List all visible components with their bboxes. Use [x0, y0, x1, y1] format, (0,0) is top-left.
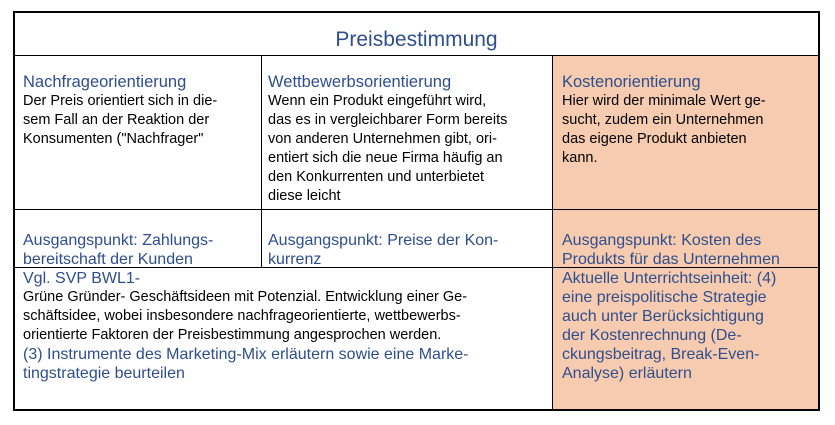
cost-starting-point-cell — [558, 231, 818, 267]
demand-starting-point-cell — [19, 231, 261, 267]
current-unit-line: Aktuelle Unterrichtseinheit: (4) — [562, 270, 777, 287]
table-top-border — [13, 11, 820, 13]
demand-text-line: sem Fall an der Reaktion der — [23, 112, 210, 128]
curriculum-text-line: orientierte Faktoren der Preisbestimmung angesprochen werden. — [23, 327, 442, 343]
competition-orientation-cell — [264, 73, 552, 208]
cost-text-line: Hier wird der minimale Wert ge- — [562, 93, 766, 109]
demand-text-line: Der Preis orientiert sich in die- — [23, 93, 218, 109]
curriculum-goal-line: (3) Instrumente des Marketing-Mix erläutern sowie eine Marke- — [23, 346, 469, 363]
pricing-table — [13, 11, 820, 411]
competition-text-line: das es in vergleichbarer Form bereits — [268, 112, 508, 128]
competition-text-line: diese leicht — [268, 188, 341, 204]
demand-starting-point-line: bereitschaft der Kunden — [23, 251, 193, 267]
competition-text-line: den Konkurrenten und unterbietet — [268, 169, 485, 185]
col1-divider — [261, 55, 262, 268]
cost-orientation-cell — [558, 73, 818, 208]
cost-text-line: kann. — [562, 150, 598, 166]
cost-orientation-heading: Kostenorientierung — [562, 73, 701, 91]
current-unit-line: ckungsbeitrag, Break-Even- — [562, 346, 760, 363]
current-unit-line: der Kostenrechnung (De- — [562, 327, 742, 344]
competition-starting-point-cell — [264, 231, 552, 267]
current-unit-line: auch unter Berücksichtigung — [562, 308, 764, 325]
curriculum-text-line: schäftsidee, wobei insbesondere nachfrageorientierte, wettbewerbs- — [23, 308, 461, 324]
competition-starting-point-line: Ausgangspunkt: Preise der Kon- — [268, 232, 499, 249]
title-divider — [13, 55, 820, 56]
row2-divider — [13, 267, 820, 268]
competition-starting-point-line: kurrenz — [268, 251, 322, 267]
demand-orientation-cell — [19, 73, 261, 208]
curriculum-reference-cell — [19, 269, 552, 409]
row1-divider — [13, 209, 820, 210]
competition-text-line: von anderen Unternehmen gibt, ori- — [268, 131, 497, 147]
cost-text-line: das eigene Produkt anbieten — [562, 131, 747, 147]
competition-orientation-heading: Wettbewerbsorientierung — [268, 73, 452, 91]
demand-text-line: Konsumenten ("Nachfrager" — [23, 131, 204, 147]
current-unit-line: eine preispolitische Strategie — [562, 289, 767, 306]
competition-text-line: entiert sich die neue Firma häufig an — [268, 150, 503, 166]
cost-text-line: sucht, zudem ein Unternehmen — [562, 112, 764, 128]
current-unit-line: Analyse) erläutern — [562, 365, 692, 382]
current-unit-cell — [558, 269, 818, 409]
cost-starting-point-line: Ausgangspunkt: Kosten des — [562, 232, 762, 249]
cost-starting-point-line: Produkts für das Unternehmen — [562, 251, 780, 267]
table-left-border — [13, 11, 15, 411]
col2-divider — [552, 55, 553, 411]
demand-orientation-heading: Nachfrageorientierung — [23, 73, 187, 91]
curriculum-reference-heading: Vgl. SVP BWL1- — [23, 270, 141, 287]
competition-text-line: Wenn ein Produkt eingeführt wird, — [268, 93, 487, 109]
curriculum-goal-line: tingstrategie beurteilen — [23, 365, 185, 382]
table-title: Preisbestimmung — [335, 28, 498, 51]
demand-starting-point-line: Ausgangspunkt: Zahlungs- — [23, 232, 214, 249]
curriculum-text-line: Grüne Gründer- Geschäftsideen mit Potenzial. Entwicklung einer Ge- — [23, 289, 468, 305]
